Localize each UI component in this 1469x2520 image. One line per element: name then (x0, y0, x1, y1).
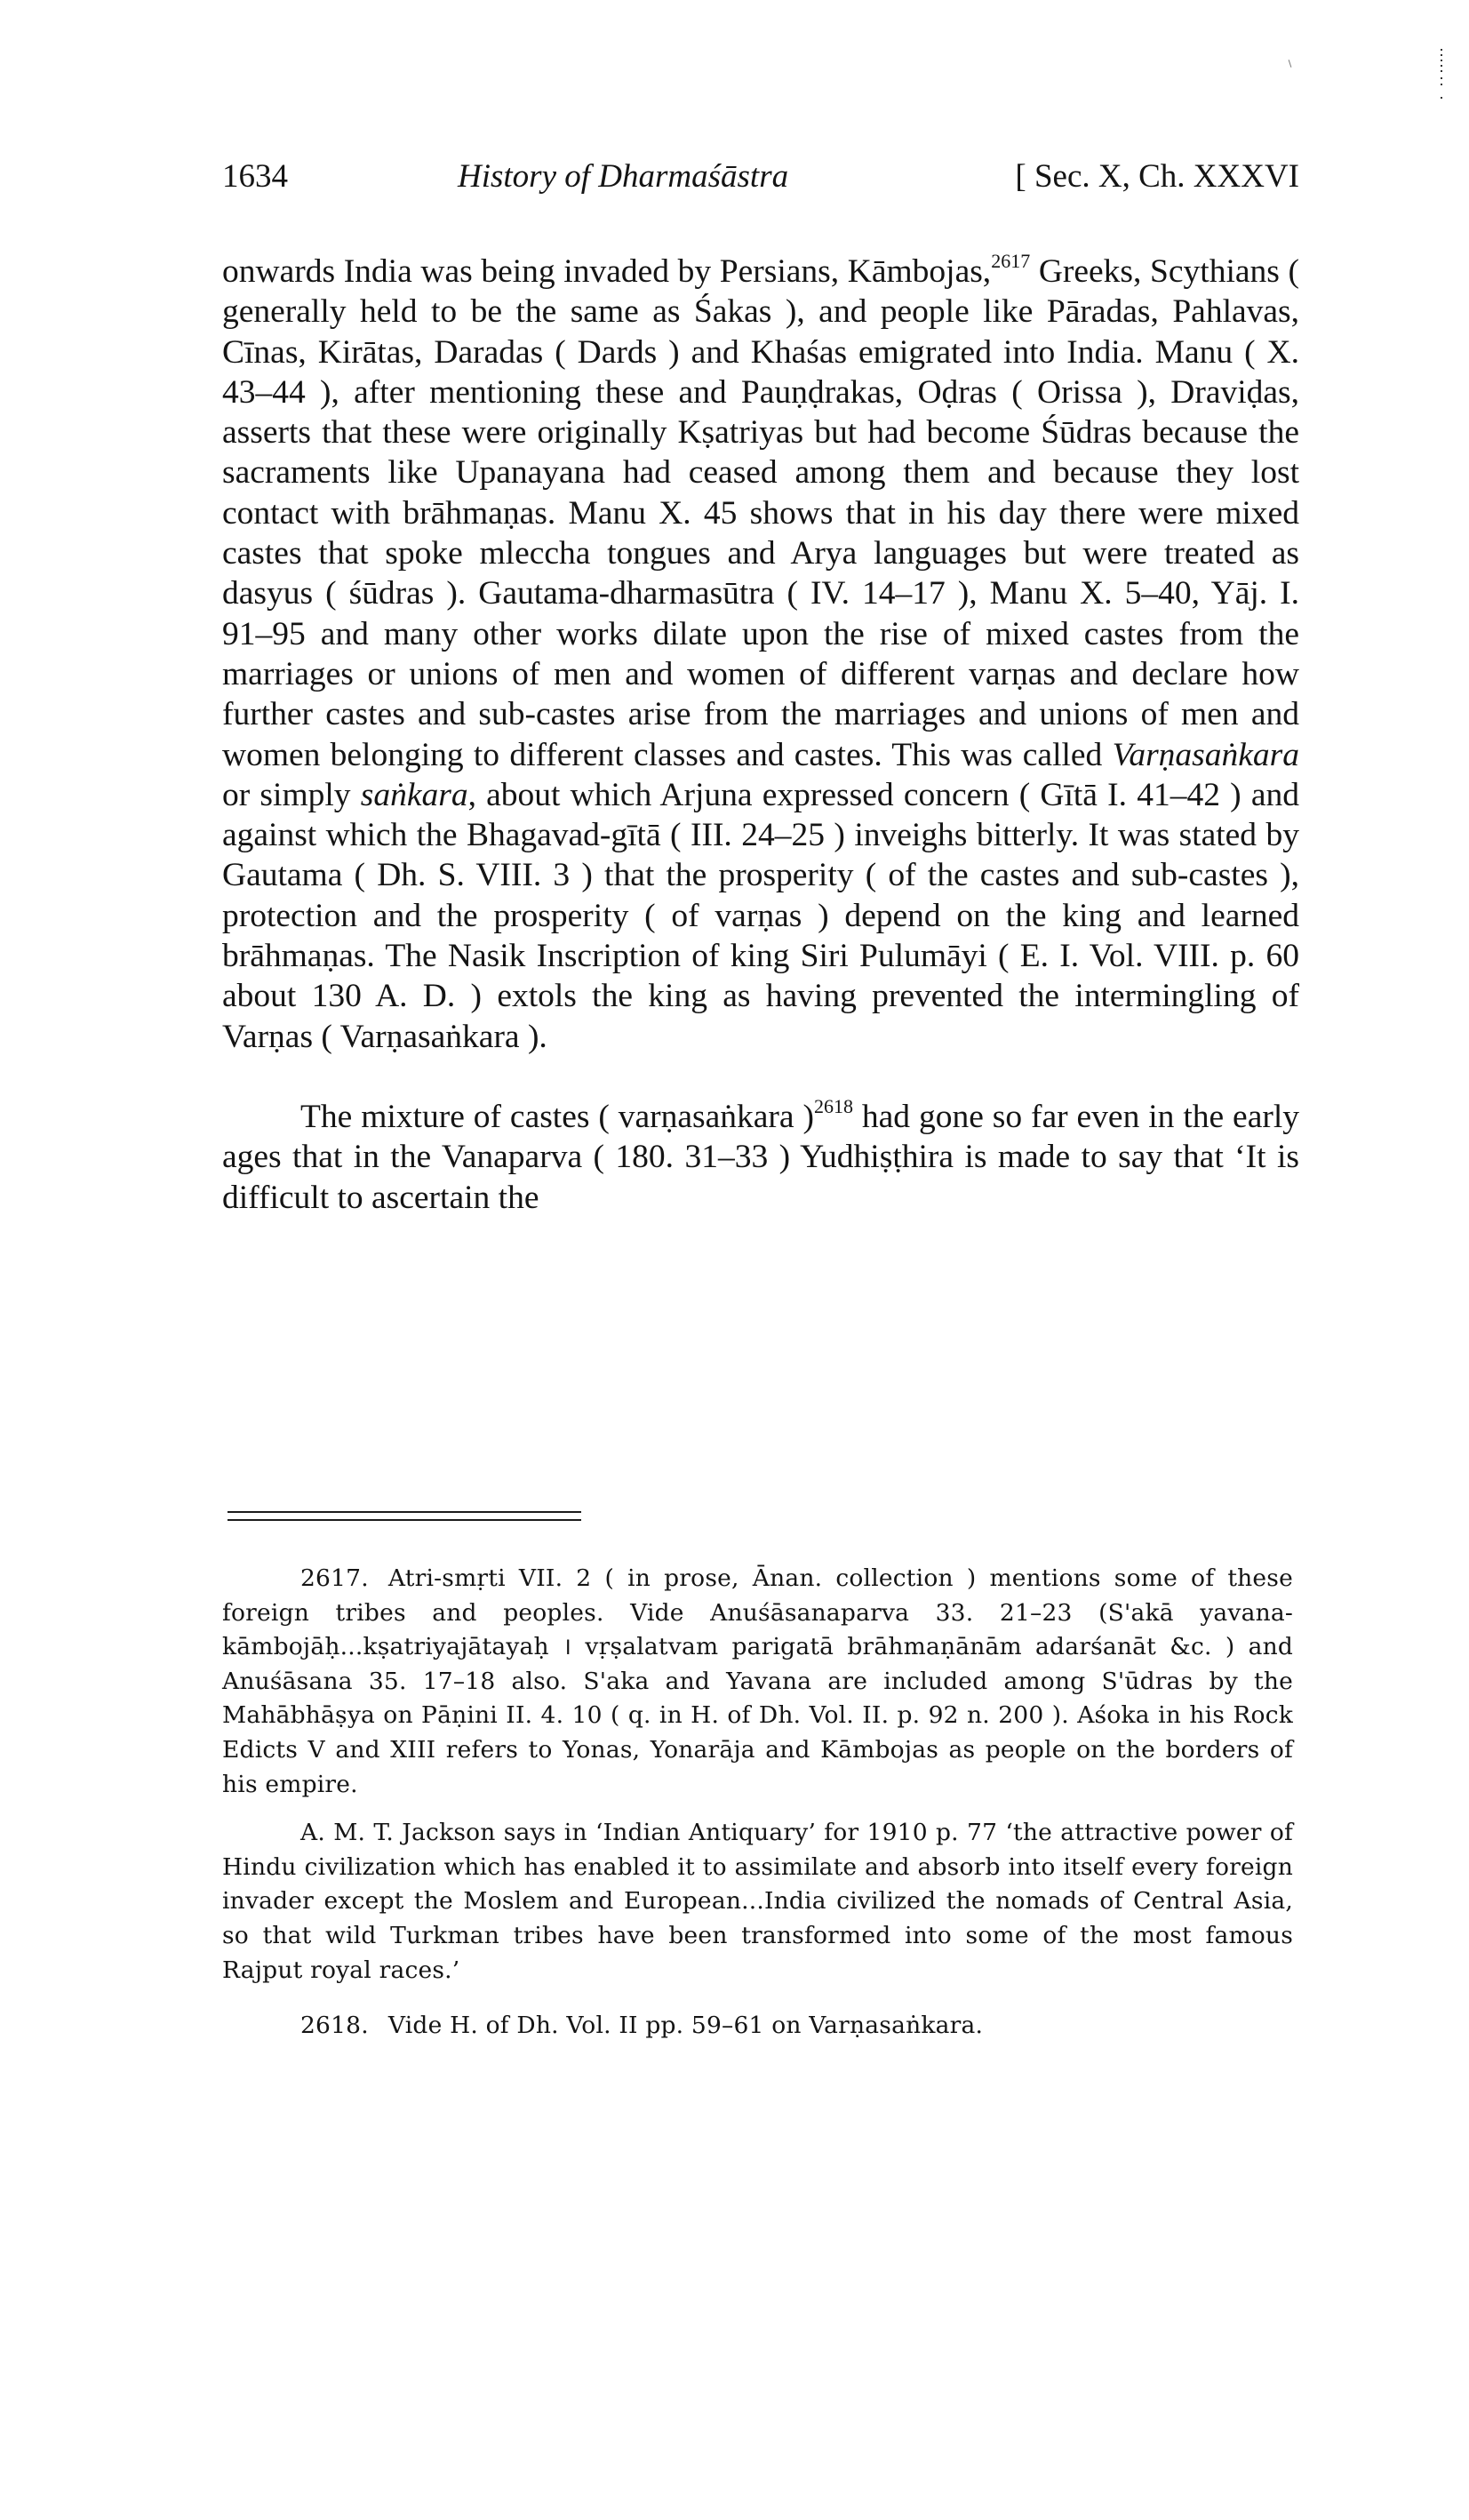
paragraph-text: onwards India was being invaded by Persians, Kāmbojas, (222, 253, 992, 290)
italic-term: Varṇasaṅkara (1112, 736, 1299, 773)
speck (1441, 65, 1442, 67)
scan-specks (1441, 49, 1443, 102)
footnote-number: 2618. (300, 2012, 369, 2040)
footnote-2617 (222, 1562, 1293, 1802)
main-text (222, 252, 1299, 1218)
footnote-separator-rule (228, 1511, 581, 1522)
speck (1441, 70, 1442, 72)
paragraph-1 (222, 252, 1299, 1057)
speck (1441, 60, 1442, 61)
footnote-text: Atri-smṛti VII. 2 ( in prose, Ānan. collection ) mentions some of these foreign tribes and peoples. Vide Anuśāsanaparva 33. 21–23 (S'akā yavana-kāmbojāḥ...kṣatriyajātayaḥ । vṛṣalatvam parigatā brāhmaṇānām adarśanāt &c. ) and Anuśāsana 35. 17–18 also. S'aka and Yavana are included among S'ūdras by the Mahābhāṣya on Pāṇini II. 4. 10 ( q. in H. of Dh. Vol. II. p. 92 n. 200 ). Aśoka in his Rock Edicts V and XIII refers to Yonas, Yonarāja and Kāmbojas as people on the borders of his empire. (222, 1564, 1293, 1798)
paragraph-text: had gone so far even in the early ages that in the Vanaparva ( 180. 31–33 ) Yudhiṣṭhira is made to say that ‘It is difficult to ascertain the (222, 1098, 1299, 1216)
speck (1441, 84, 1442, 85)
page-number: 1634 (222, 158, 288, 195)
speck (1441, 77, 1442, 79)
paragraph-text: , about which Arjuna expressed concern ( Gītā I. 41–42 ) and against which the Bhagavad-gītā ( III. 24–25 ) inveighs bitterly. It was stated by Gautama ( Dh. S. VIII. 3 ) that the prosperity ( of the castes and sub-castes ), protection and the prosperity ( of varṇas ) depend on the king and learned brāhmaṇas. The Nasik Inscription of king Siri Pulumāyi ( E. I. Vol. VIII. p. 60 about 130 A. D. ) extols the king as having prevented the intermingling of Varṇas ( Varṇasaṅkara ). (222, 776, 1299, 1055)
rule-line (228, 1511, 581, 1513)
speck (1441, 49, 1442, 51)
footnote-2618 (222, 2009, 1293, 2044)
footnote-ref-2617[interactable]: 2617 (991, 250, 1031, 272)
scan-mark (1289, 60, 1292, 68)
paragraph-2 (222, 1094, 1299, 1218)
footnotes (222, 1562, 1293, 2044)
footnote-number: 2617. (300, 1564, 369, 1592)
paragraph-text: or simply (222, 776, 361, 813)
footnote-ref-2618[interactable]: 2618 (813, 1094, 853, 1117)
section-chapter-label: [ Sec. X, Ch. XXXVI (1015, 158, 1299, 195)
footnote-2617-continuation: A. M. T. Jackson says in ‘Indian Antiquary’ for 1910 p. 77 ‘the attractive power of Hindu civilization which has enabled it to assimilate and absorb into itself every foreign invader except the Moslem and European...India civilized the nomads of Central Asia, so that wild Turkman tribes have been transformed into some of the most famous Rajput royal races.’ (222, 1819, 1293, 1984)
footnote-text: Vide H. of Dh. Vol. II pp. 59–61 on Varṇasaṅkara. (387, 2012, 984, 2040)
paragraph-text: Greeks, Scythians ( generally held to be the same as Śakas ), and people like Pāradas, Pahlavas, Cīnas, Kirātas, Daradas ( Dards ) and Khaśas emigrated into India. Manu ( X. 43–44 ), after mentioning these and Pauṇḍrakas, Oḍras ( Orissa ), Draviḍas, asserts that these were originally Kṣatriyas but had become Śūdras because the sacraments like Upanayana had ceased among them and because they lost contact with brāhmaṇas. Manu X. 45 shows that in his day there were mixed castes that spoke mleccha tongues and Arya languages but were treated as dasyus ( śūdras ). Gautama-dharmasūtra ( IV. 14–17 ), Manu X. 5–40, Yāj. I. 91–95 and many other works dilate upon the rise of mixed castes from the marriages or unions of men and women of different varṇas and declare how further castes and sub-castes arise from the marriages and unions of men and women belonging to different classes and castes. This was called (222, 253, 1299, 773)
running-header (222, 156, 1299, 197)
italic-term: saṅkara (360, 776, 468, 813)
paragraph-text: The mixture of castes ( varṇasaṅkara ) (300, 1098, 814, 1135)
speck (1441, 54, 1442, 56)
speck (1441, 97, 1442, 99)
rule-line (228, 1519, 581, 1521)
book-title: History of Dharmaśāstra (458, 158, 789, 195)
